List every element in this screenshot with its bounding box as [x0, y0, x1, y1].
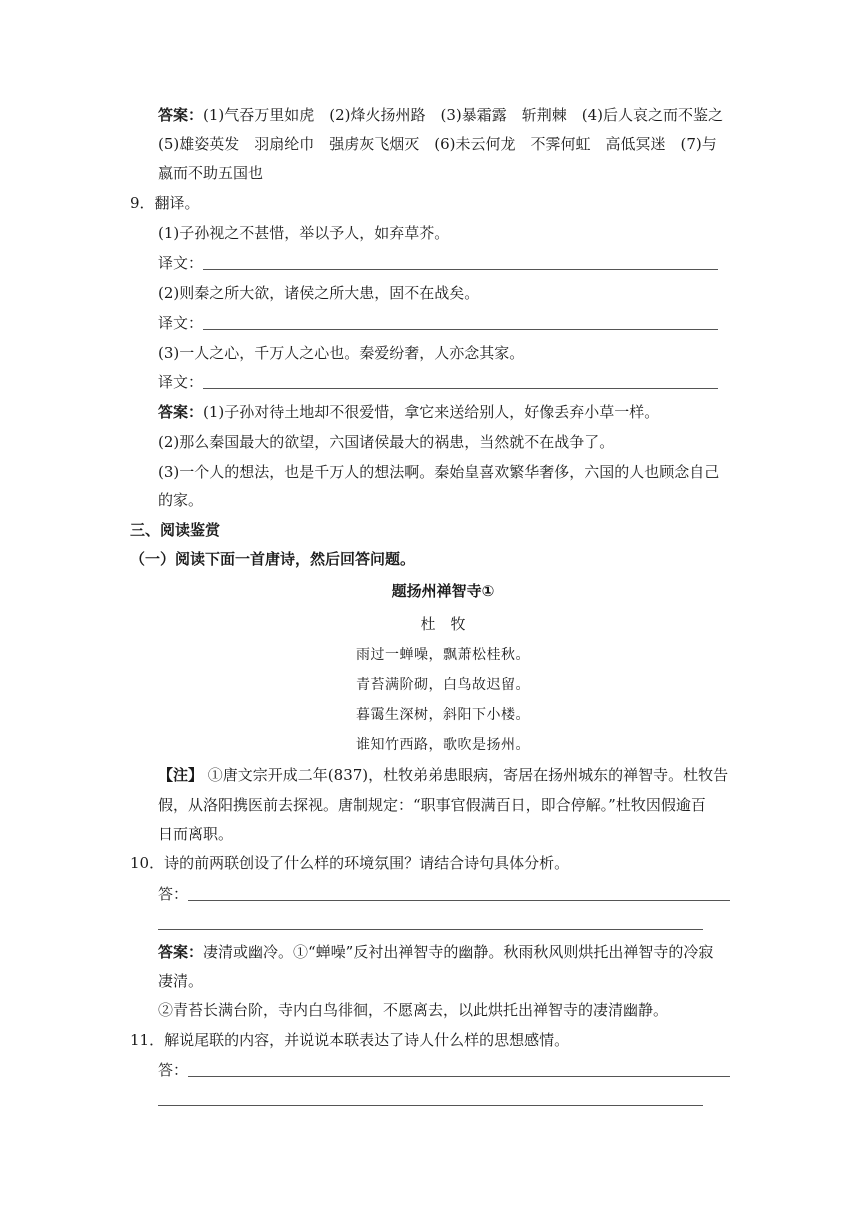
q10-heading	[130, 853, 569, 873]
q10-answer-line-b: 凄清。	[158, 972, 204, 990]
q9-item-1-label: 译文：	[158, 254, 204, 272]
poem-line-3: 暮霭生深树，斜阳下小楼。	[356, 707, 530, 723]
q9-answer-label: 答案：	[158, 403, 204, 421]
q11-heading	[130, 1030, 569, 1050]
q9-heading	[130, 193, 200, 213]
poem-note-line-1	[158, 765, 728, 785]
q9-item-3-answer-line[interactable]	[203, 388, 718, 389]
q10-answer-line-1[interactable]	[188, 900, 730, 901]
q9-answer-line-1	[158, 402, 659, 422]
poem-line-4: 谁知竹西路，歌吹是扬州。	[356, 737, 530, 753]
q11-number: 11．	[130, 1031, 165, 1049]
q10-text: 诗的前两联创设了什么样的环境氛围？请结合诗句具体分析。	[164, 854, 570, 872]
q9-title: 翻译。	[154, 194, 200, 212]
q9-answer-line-2: (2)那么秦国最大的欲望，六国诸侯最大的祸患，当然就不在战争了。	[158, 433, 615, 451]
q11-answer-line-2[interactable]	[158, 1105, 703, 1106]
poem-line-1: 雨过一蝉噪，飘萧松桂秋。	[356, 647, 530, 663]
poem-line-2: 青苔满阶砌，白鸟故迟留。	[356, 677, 530, 693]
q11-text: 解说尾联的内容，并说说本联表达了诗人什么样的思想感情。	[164, 1031, 570, 1049]
q9-answer-text-1: (1)子孙对待土地却不很爱惜，拿它来送给别人，好像丢弃小草一样。	[203, 403, 660, 421]
q8-answer-text-1: (1)气吞万里如虎 (2)烽火扬州路 (3)暴霜露 斩荆棘 (4)后人哀之而不鉴之	[203, 106, 724, 124]
q9-item-2-label: 译文：	[158, 314, 204, 332]
q8-answer-label: 答案：	[158, 106, 204, 124]
section-sub-heading: （一）阅读下面一首唐诗，然后回答问题。	[130, 550, 416, 568]
poem-title: 题扬州禅智寺①	[391, 582, 495, 600]
q9-item-2-answer-line[interactable]	[203, 329, 718, 330]
q9-item-1: (1)子孙视之不甚惜，举以予人，如弃草芥。	[158, 224, 450, 242]
q10-answer-line-c: ②青苔长满台阶，寺内白鸟徘徊，不愿离去，以此烘托出禅智寺的凄清幽静。	[158, 1001, 669, 1019]
q9-item-3-label: 译文：	[158, 373, 204, 391]
q9-item-3: (3)一人之心，千万人之心也。秦爱纷奢，人亦念其家。	[158, 344, 525, 362]
q10-answer-line-2[interactable]	[158, 929, 703, 930]
poem-note-line-2: 假，从洛阳携医前去探视。唐制规定：“职事官假满百日，即合停解。”杜牧因假逾百	[158, 796, 706, 814]
section-heading: 三、阅读鉴赏	[130, 521, 221, 539]
poem-note-line-3: 日而离职。	[158, 825, 234, 843]
q9-answer-line-4: 的家。	[158, 491, 204, 509]
q9-item-2: (2)则秦之所大欲，诸侯之所大患，固不在战矣。	[158, 284, 480, 302]
q9-number: 9．	[130, 194, 155, 212]
q10-answer-text-1: 凄清或幽冷。①“蝉噪”反衬出禅智寺的幽静。秋雨秋风则烘托出禅智寺的冷寂	[203, 943, 714, 961]
q10-number: 10．	[130, 854, 165, 872]
q9-item-1-answer-line[interactable]	[203, 269, 718, 270]
q10-answer-prompt: 答：	[158, 885, 189, 903]
poem-note-label: 【注】	[158, 766, 204, 784]
q9-answer-line-3: (3)一个人的想法，也是千万人的想法啊。秦始皇喜欢繁华奢侈，六国的人也顾念自己	[158, 463, 720, 481]
q10-answer-label: 答案：	[158, 943, 204, 961]
q8-answer-line-1	[158, 105, 723, 125]
poem-author: 杜 牧	[420, 615, 466, 633]
q11-answer-prompt: 答：	[158, 1061, 189, 1079]
q10-answer-line-a	[158, 942, 713, 962]
q8-answer-line-2: (5)雄姿英发 羽扇纶巾 强虏灰飞烟灭 (6)未云何龙 不霁何虹 高低冥迷 (7)与	[158, 135, 717, 153]
poem-note-text-1: ①唐文宗开成二年(837)，杜牧弟弟患眼病，寄居在扬州城东的禅智寺。杜牧告	[207, 766, 729, 784]
q8-answer-line-3: 嬴而不助五国也	[158, 164, 264, 182]
q11-answer-line-1[interactable]	[188, 1076, 730, 1077]
